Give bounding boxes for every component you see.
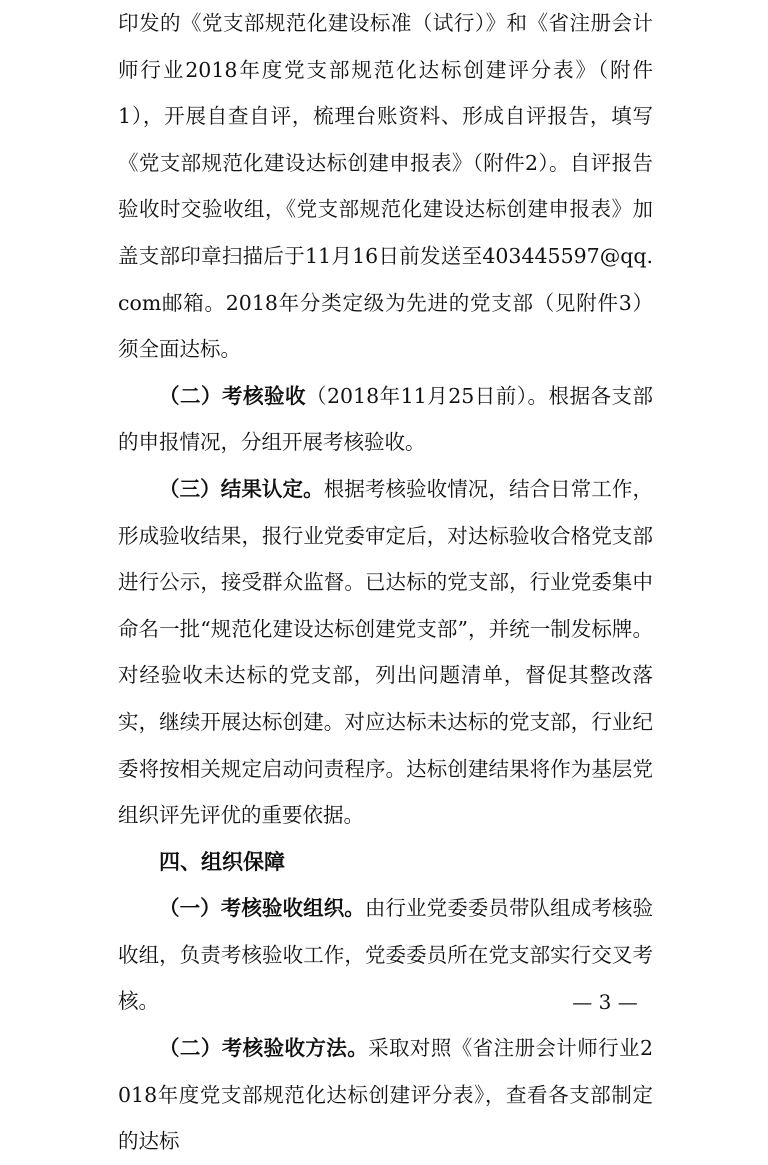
section3-item2-paragraph <box>118 373 653 466</box>
section4-item1-lead: （一）考核验收组织。 <box>159 896 365 921</box>
section4-heading: 四、组织保障 <box>159 849 285 874</box>
intro-paragraph <box>118 0 653 373</box>
section4-item2-paragraph <box>118 1025 653 1165</box>
page-number: — 3 — <box>572 990 638 1014</box>
section3-item2-body: （2018年11月25日前）。根据各支部的申报情况，分组开展考核验收。 <box>118 383 653 455</box>
section4-item2-body: 采取对照《省注册会计师行业2018年度党支部规范化达标创建评分表》，查看各支部制定的达标 <box>118 1036 653 1154</box>
intro-paragraph-text: 印发的《党支部规范化建设标准（试行）》和《省注册会计师行业2018年度党支部规范化达标创建评分表》（附件1），开展自查自评，梳理台账资料、形成自评报告，填写《党支部规范化建设达标创建申报表》（附件2）。自评报告验收时交验收组，《党支部规范化建设达标创建申报表》加盖支部印章扫描后于11月16日前发送至403445597@qq.com邮箱。2018年分类定级为先进的党支部（见附件3）须全面达标。 <box>118 11 653 362</box>
section3-item3-paragraph <box>118 466 653 839</box>
section3-item2-lead: （二）考核验收 <box>159 383 306 408</box>
section3-item3-lead: （三）结果认定。 <box>159 476 324 501</box>
section4-item1-body: 由行业党委委员带队组成考核验收组，负责考核验收工作，党委委员所在党支部实行交叉考核。 <box>118 896 654 1014</box>
section3-item3-body: 根据考核验收情况，结合日常工作，形成验收结果，报行业党委审定后，对达标验收合格党支部进行公示，接受群众监督。已达标的党支部，行业党委集中命名一批“规范化建设达标创建党支部”，并统一制发标牌。对经验收未达标的党支部，列出问题清单，督促其整改落实，继续开展达标创建。对应达标未达标的党支部，行业纪委将按相关规定启动问责程序。达标创建结果将作为基层党组织评先评优的重要依据。 <box>118 476 654 828</box>
section4-item2-lead: （二）考核验收方法。 <box>159 1036 369 1061</box>
